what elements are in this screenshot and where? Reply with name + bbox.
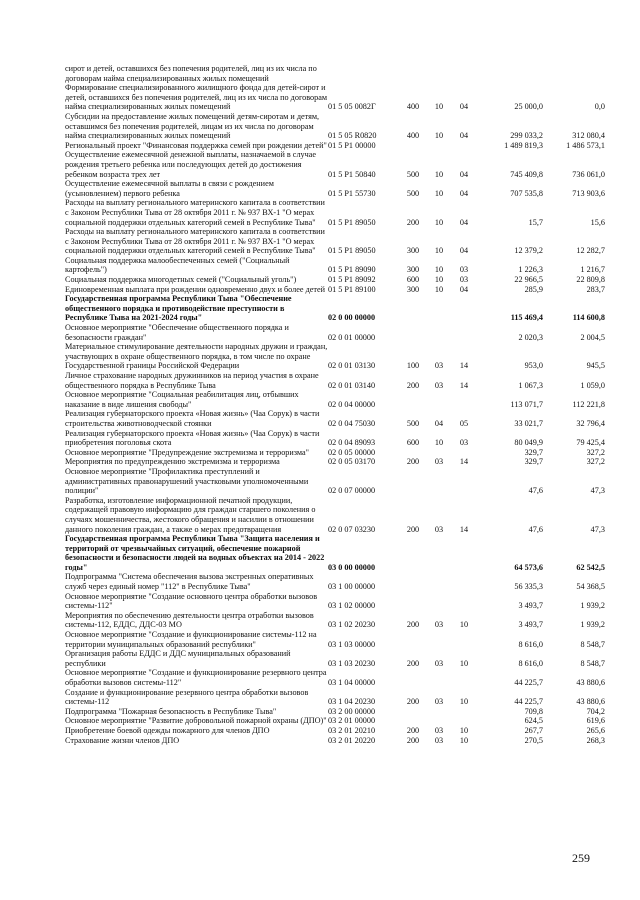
row-section [426, 467, 452, 496]
row-subsection [452, 630, 476, 649]
row-expense-type [400, 390, 426, 409]
row-amount-year1: 25 000,0 [514, 102, 543, 112]
table-row [65, 736, 605, 746]
row-section [426, 716, 452, 726]
row-amount-year1: 1 226,3 [518, 265, 543, 275]
row-section [426, 448, 452, 458]
row-amount-year2: 1 939,2 [580, 601, 605, 611]
row-section [426, 668, 452, 687]
row-section: 03 [434, 658, 444, 668]
row-code: 02 0 01 03140 [328, 380, 376, 390]
row-amount-year2: 112 221,8 [572, 399, 605, 409]
table-row [65, 342, 605, 371]
row-expense-type [400, 448, 426, 458]
row-subsection: 14 [459, 524, 469, 534]
row-section: 10 [434, 246, 444, 256]
row-code: 02 0 05 03170 [328, 457, 376, 467]
row-amount-year1: 953,0 [524, 361, 543, 371]
row-name: Страхование жизни членов ДПО [65, 735, 180, 745]
row-subsection: 10 [459, 735, 469, 745]
row-section: 10 [434, 275, 444, 285]
row-subsection: 05 [459, 418, 469, 428]
row-section: 03 [434, 725, 444, 735]
row-amount-year2: 114 600,8 [572, 313, 605, 323]
row-amount-year1: 329,7 [524, 447, 543, 457]
row-amount-year1: 44 225,7 [514, 697, 543, 707]
row-expense-type: 400 [406, 131, 420, 141]
row-section: 10 [434, 284, 444, 294]
row-amount-year2: 8 548,7 [580, 658, 605, 668]
row-amount-year2: 54 368,5 [576, 582, 605, 592]
row-subsection: 03 [459, 438, 469, 448]
row-code: 01 5 05 R0820 [328, 131, 377, 141]
row-amount-year2: 0,0 [594, 102, 605, 112]
row-code: 01 5 05 0082Г [328, 102, 376, 112]
row-section: 10 [434, 438, 444, 448]
row-expense-type: 500 [406, 169, 420, 179]
row-code: 03 0 00 00000 [328, 562, 376, 572]
row-section [426, 707, 452, 717]
row-section: 03 [434, 697, 444, 707]
budget-table-body [65, 64, 605, 745]
row-amount-year2: 327,2 [586, 447, 605, 457]
row-subsection [452, 64, 476, 83]
row-amount-year1: 624,5 [524, 716, 543, 726]
row-code: 01 5 P1 89050 [328, 246, 376, 256]
table-row [65, 611, 605, 630]
table-row [65, 409, 605, 428]
row-section: 10 [434, 102, 444, 112]
row-section [426, 592, 452, 611]
table-row [65, 150, 605, 179]
row-subsection [452, 716, 476, 726]
row-amount-year1: 3 493,7 [518, 601, 543, 611]
row-amount-year2: 268,3 [586, 735, 605, 745]
table-row [65, 323, 605, 342]
table-row [65, 448, 605, 458]
row-expense-type: 200 [406, 697, 420, 707]
row-expense-type: 300 [406, 246, 420, 256]
row-name: Государственная программа Республики Тыва "Защита населения и территорий от чрезвычайных ситуаций, обеспечение пожарной безопасности и безопасности людей на водных объектах на 2014 - 2022 годы" [65, 534, 325, 572]
table-row [65, 649, 605, 668]
row-expense-type [400, 668, 426, 687]
row-amount-year2: 283,7 [586, 284, 605, 294]
row-amount-year1: 47,6 [528, 524, 543, 534]
table-row [65, 227, 605, 256]
row-subsection: 04 [459, 102, 469, 112]
row-subsection: 10 [459, 620, 469, 630]
table-row [65, 668, 605, 687]
row-name: Субсидии на предоставление жилых помещений детям-сиротам и детям, оставшимся без попечения родителей, лицам из их числа по договорам найма специализированных жилых помещений [65, 111, 320, 141]
table-row [65, 457, 605, 467]
row-amount-year2: 704,2 [586, 706, 605, 716]
row-name: Расходы на выплату регионального материнского капитала в соответствии с Законом Республики Тыва от 28 октября 2011 г. № 937 ВХ-1 "О мерах социальной поддержки отдельных категорий семей в Республике Тыва" [65, 227, 325, 256]
row-amount-year2: 12 282,7 [576, 246, 605, 256]
row-amount-year2: 265,6 [586, 725, 605, 735]
table-row [65, 467, 605, 496]
row-subsection: 14 [459, 380, 469, 390]
row-subsection: 10 [459, 725, 469, 735]
row-name: Единовременная выплата при рождении одновременно двух и более детей [65, 284, 325, 294]
row-amount-year1: 33 021,7 [514, 418, 543, 428]
row-expense-type: 600 [406, 438, 420, 448]
row-subsection: 04 [459, 169, 469, 179]
row-amount-year2 [543, 64, 605, 83]
row-section: 03 [434, 361, 444, 371]
table-row [65, 141, 605, 151]
row-code: 01 5 P1 89100 [328, 284, 376, 294]
table-row [65, 572, 605, 591]
row-subsection [452, 534, 476, 572]
row-name: сирот и детей, оставшихся без попечения родителей, лиц из их числа по договорам найма специализированных жилых помещений [65, 64, 317, 83]
row-section: 03 [434, 380, 444, 390]
row-amount-year1: 270,5 [524, 735, 543, 745]
row-section [426, 294, 452, 323]
table-row [65, 630, 605, 649]
row-expense-type [400, 534, 426, 572]
row-amount-year1: 44 225,7 [514, 678, 543, 687]
row-name: Формирование специализированного жилищного фонда для детей-сирот и детей, оставшихся без попечения родителей, лиц из их числа по договорам найма специализированных жилых помещений [65, 83, 328, 112]
row-code: 03 2 01 20220 [328, 735, 376, 745]
row-code: 02 0 01 03130 [328, 361, 376, 371]
row-section [426, 534, 452, 572]
row-amount-year1: 707 535,8 [510, 188, 543, 198]
row-expense-type: 200 [406, 524, 420, 534]
row-amount-year2: 736 061,0 [572, 169, 605, 179]
row-amount-year1: 267,7 [524, 725, 543, 735]
row-subsection: 03 [459, 275, 469, 285]
table-row [65, 83, 605, 112]
row-name: Социальная поддержка малообеспеченных семей ("Социальный картофель") [65, 255, 290, 275]
row-amount-year2: 22 809,8 [576, 275, 605, 285]
row-name: Основное мероприятие "Создание и функционирование резервного центра обработки вызовов системы-112" [65, 668, 327, 687]
row-amount-year2: 43 880,6 [576, 697, 605, 707]
row-expense-type: 200 [406, 457, 420, 467]
row-subsection [452, 707, 476, 717]
row-amount-year2: 8 548,7 [580, 639, 605, 649]
row-amount-year2: 1 216,7 [580, 265, 605, 275]
row-expense-type: 200 [406, 217, 420, 227]
row-code: 02 0 00 00000 [328, 313, 376, 323]
row-name: Организация работы ЕДДС и ДДС муниципальных образований республики [65, 649, 291, 668]
row-amount-year1: 1 067,3 [518, 380, 543, 390]
row-code: 03 2 01 00000 [328, 716, 376, 726]
row-section [426, 323, 452, 342]
row-expense-type: 200 [406, 735, 420, 745]
row-amount-year1: 285,9 [524, 284, 543, 294]
row-code: 02 0 04 75030 [328, 418, 376, 428]
row-subsection: 14 [459, 457, 469, 467]
row-amount-year1: 709,8 [524, 706, 543, 716]
row-code: 01 5 P1 00000 [328, 140, 376, 150]
row-code: 02 0 07 00000 [328, 486, 376, 496]
row-amount-year1: 3 493,7 [518, 620, 543, 630]
row-subsection: 04 [459, 284, 469, 294]
row-name: Реализация губернаторского проекта «Новая жизнь» (Чаа Сорук) в части приобретения поголовья скота [65, 428, 320, 448]
row-subsection [452, 390, 476, 409]
table-row [65, 592, 605, 611]
row-amount-year2: 1 486 573,1 [566, 140, 605, 150]
row-amount-year2: 47,3 [590, 486, 605, 496]
row-amount-year1: 115 469,4 [510, 313, 543, 323]
row-expense-type: 500 [406, 418, 420, 428]
row-code: 03 1 04 00000 [328, 678, 376, 687]
row-expense-type [400, 716, 426, 726]
row-expense-type [400, 141, 426, 151]
row-expense-type [400, 64, 426, 83]
row-subsection [452, 323, 476, 342]
table-row [65, 688, 605, 707]
row-expense-type: 200 [406, 725, 420, 735]
row-amount-year2: 79 425,4 [576, 438, 605, 448]
row-subsection: 10 [459, 697, 469, 707]
row-section: 03 [434, 735, 444, 745]
row-amount-year2: 713 903,6 [572, 188, 605, 198]
row-amount-year2: 312 080,4 [572, 131, 605, 141]
row-amount-year2: 945,5 [586, 361, 605, 371]
table-row [65, 371, 605, 390]
row-amount-year1: 329,7 [524, 457, 543, 467]
row-expense-type [400, 294, 426, 323]
table-row [65, 256, 605, 275]
table-row [65, 390, 605, 409]
row-code: 03 1 02 00000 [328, 601, 376, 611]
row-expense-type: 500 [406, 188, 420, 198]
row-expense-type [400, 323, 426, 342]
row-code: 01 5 P1 89050 [328, 217, 376, 227]
table-row [65, 707, 605, 717]
row-name: Государственная программа Республики Тыва "Обеспечение общественного порядка и противодействие преступности в Республике Тыва на 2021-2024 годы" [65, 294, 292, 323]
row-name: Основное мероприятие "Обеспечение общественного порядка и безопасности граждан" [65, 323, 289, 342]
row-expense-type [400, 467, 426, 496]
row-code: 01 5 P1 50840 [328, 169, 376, 179]
row-code: 03 1 04 20230 [328, 697, 376, 707]
row-amount-year2: 47,3 [590, 524, 605, 534]
row-expense-type: 300 [406, 284, 420, 294]
row-code: 01 5 P1 89090 [328, 265, 376, 275]
row-amount-year1: 80 049,9 [514, 438, 543, 448]
row-section: 04 [434, 418, 444, 428]
table-row [65, 64, 605, 83]
row-expense-type: 600 [406, 275, 420, 285]
row-code [328, 64, 400, 83]
row-section [426, 572, 452, 591]
row-amount-year1: 1 489 819,3 [504, 140, 543, 150]
row-amount-year1 [476, 64, 543, 83]
row-amount-year2: 32 796,4 [576, 418, 605, 428]
row-amount-year2: 1 939,2 [580, 620, 605, 630]
row-expense-type: 200 [406, 380, 420, 390]
row-amount-year2: 1 059,0 [580, 380, 605, 390]
row-code: 03 1 00 00000 [328, 582, 376, 592]
row-code: 01 5 P1 55730 [328, 188, 376, 198]
row-name: Социальная поддержка многодетных семей ("Социальный уголь") [65, 275, 297, 285]
row-code: 03 2 00 00000 [328, 706, 376, 716]
table-row [65, 534, 605, 572]
row-amount-year1: 299 033,2 [510, 131, 543, 141]
row-code: 03 1 03 20230 [328, 658, 376, 668]
table-row [65, 716, 605, 726]
row-amount-year1: 15,7 [528, 217, 543, 227]
row-subsection: 04 [459, 188, 469, 198]
row-subsection [452, 294, 476, 323]
row-amount-year2: 43 880,6 [576, 678, 605, 687]
row-amount-year1: 64 573,6 [514, 562, 543, 572]
row-name: Приобретение боевой одежды пожарного для членов ДПО [65, 725, 270, 735]
row-name: Осуществление ежемесячной денежной выплаты, назначаемой в случае рождения третьего ребенка или последующих детей до достижения ребенком возраста трех лет [65, 150, 317, 179]
row-subsection: 04 [459, 217, 469, 227]
row-name: Подпрограмма "Пожарная безопасность в Республике Тыва" [65, 706, 277, 716]
row-section [426, 630, 452, 649]
table-row [65, 429, 605, 448]
row-amount-year2: 62 542,5 [576, 562, 605, 572]
row-subsection: 04 [459, 131, 469, 141]
row-amount-year1: 56 335,3 [514, 582, 543, 592]
row-amount-year1: 8 616,0 [518, 639, 543, 649]
row-name: Осуществление ежемесячной выплаты в связи с рождением (усыновлением) первого ребенка [65, 179, 274, 198]
row-expense-type [400, 630, 426, 649]
row-amount-year2: 619,6 [586, 716, 605, 726]
row-name: Основное мероприятие "Предупреждение экстремизма и терроризма" [65, 447, 309, 457]
row-subsection [452, 572, 476, 591]
row-expense-type [400, 572, 426, 591]
row-amount-year1: 12 379,2 [514, 246, 543, 256]
row-name: Разработка, изготовление информационной печатной продукции, содержащей правовую информацию для граждан старшего поколения о случаях мошенничества, жестокого обращения и насилии в отношении данного поколения граждан, а также о мерах предотвращения [65, 495, 316, 534]
row-name: Расходы на выплату регионального материнского капитала в соответствии с Законом Республики Тыва от 28 октября 2011 г. № 937 ВХ-1 "О мерах социальной поддержки отдельных категорий семей в Республике Тыва" [65, 198, 325, 227]
row-expense-type: 100 [406, 361, 420, 371]
row-name: Основное мероприятие "Развитие добровольной пожарной охраны (ДПО)" [65, 716, 327, 726]
row-amount-year1: 47,6 [528, 486, 543, 496]
table-row [65, 198, 605, 227]
row-name: Основное мероприятие "Создание и функционирование системы-112 на территории муниципальных образований республики" [65, 630, 317, 649]
row-subsection: 10 [459, 658, 469, 668]
row-code: 03 2 01 20210 [328, 725, 376, 735]
row-name: Основное мероприятие "Создание основного центра обработки вызовов системы-112" [65, 591, 318, 611]
row-code: 02 0 05 00000 [328, 447, 376, 457]
row-name: Основное мероприятие "Социальная реабилитация лиц, отбывших наказание в виде лишения свободы" [65, 390, 299, 409]
row-section: 03 [434, 524, 444, 534]
row-name: Личное страхование народных дружинников на период участия в охране общественного порядка в Республике Тыва [65, 371, 319, 390]
row-subsection [452, 141, 476, 151]
row-name: Создание и функционирование резервного центра обработки вызовов системы-112 [65, 687, 309, 707]
table-row [65, 179, 605, 198]
row-subsection [452, 467, 476, 496]
row-subsection [452, 668, 476, 687]
budget-table [65, 64, 605, 745]
row-amount-year1: 113 071,7 [510, 399, 543, 409]
row-section [426, 141, 452, 151]
row-expense-type [400, 707, 426, 717]
page-number: 259 [572, 851, 590, 865]
row-section: 10 [434, 169, 444, 179]
row-amount-year2: 15,6 [590, 217, 605, 227]
row-name: Материальное стимулирование деятельности народных дружин и граждан, участвующих в охране общественного порядка, в том числе по охране Государственной границы Российской Федерации [65, 342, 328, 371]
row-amount-year1: 2 020,3 [518, 332, 543, 342]
row-subsection [452, 448, 476, 458]
row-code: 03 1 03 00000 [328, 639, 376, 649]
row-name: Мероприятия по предупреждению экстремизма и терроризма [65, 457, 280, 467]
row-section: 10 [434, 131, 444, 141]
row-subsection: 03 [459, 265, 469, 275]
row-name: Реализация губернаторского проекта «Новая жизнь» (Чаа Сорук) в части строительства животноводческой стоянки [65, 409, 320, 428]
row-code: 02 0 04 00000 [328, 399, 376, 409]
row-section: 10 [434, 217, 444, 227]
table-row [65, 294, 605, 323]
table-row [65, 285, 605, 295]
row-section [426, 64, 452, 83]
row-code: 02 0 04 89093 [328, 438, 376, 448]
table-row [65, 275, 605, 285]
row-expense-type: 300 [406, 265, 420, 275]
row-name: Региональный проект "Финансовая поддержка семей при рождении детей" [65, 140, 327, 150]
row-amount-year1: 745 409,8 [510, 169, 543, 179]
row-amount-year1: 8 616,0 [518, 658, 543, 668]
row-amount-year2: 327,2 [586, 457, 605, 467]
row-code: 01 5 P1 89092 [328, 275, 376, 285]
row-subsection [452, 592, 476, 611]
row-expense-type [400, 592, 426, 611]
row-name: Подпрограмма "Система обеспечения вызова экстренных оперативных служб через единый номер "112" в Республике Тыва" [65, 572, 314, 592]
row-name: Мероприятия по обеспечению деятельности центра отработки вызовов системы-112, ЕДДС, ДДС-03 МО [65, 610, 314, 630]
row-section: 03 [434, 620, 444, 630]
table-row [65, 112, 605, 141]
row-subsection: 14 [459, 361, 469, 371]
row-code: 02 0 01 00000 [328, 332, 376, 342]
table-row [65, 726, 605, 736]
row-expense-type: 400 [406, 102, 420, 112]
row-name: Основное мероприятие "Профилактика преступлений и административных правонарушений участковыми уполномоченными полиции" [65, 466, 309, 496]
row-expense-type: 200 [406, 658, 420, 668]
row-section: 10 [434, 188, 444, 198]
row-code: 03 1 02 20230 [328, 620, 376, 630]
row-section: 10 [434, 265, 444, 275]
row-code: 02 0 07 03230 [328, 524, 376, 534]
row-expense-type: 200 [406, 620, 420, 630]
row-amount-year1: 22 966,5 [514, 275, 543, 285]
table-row [65, 496, 605, 534]
row-section [426, 390, 452, 409]
row-amount-year2: 2 004,5 [580, 332, 605, 342]
row-section: 03 [434, 457, 444, 467]
row-subsection: 04 [459, 246, 469, 256]
